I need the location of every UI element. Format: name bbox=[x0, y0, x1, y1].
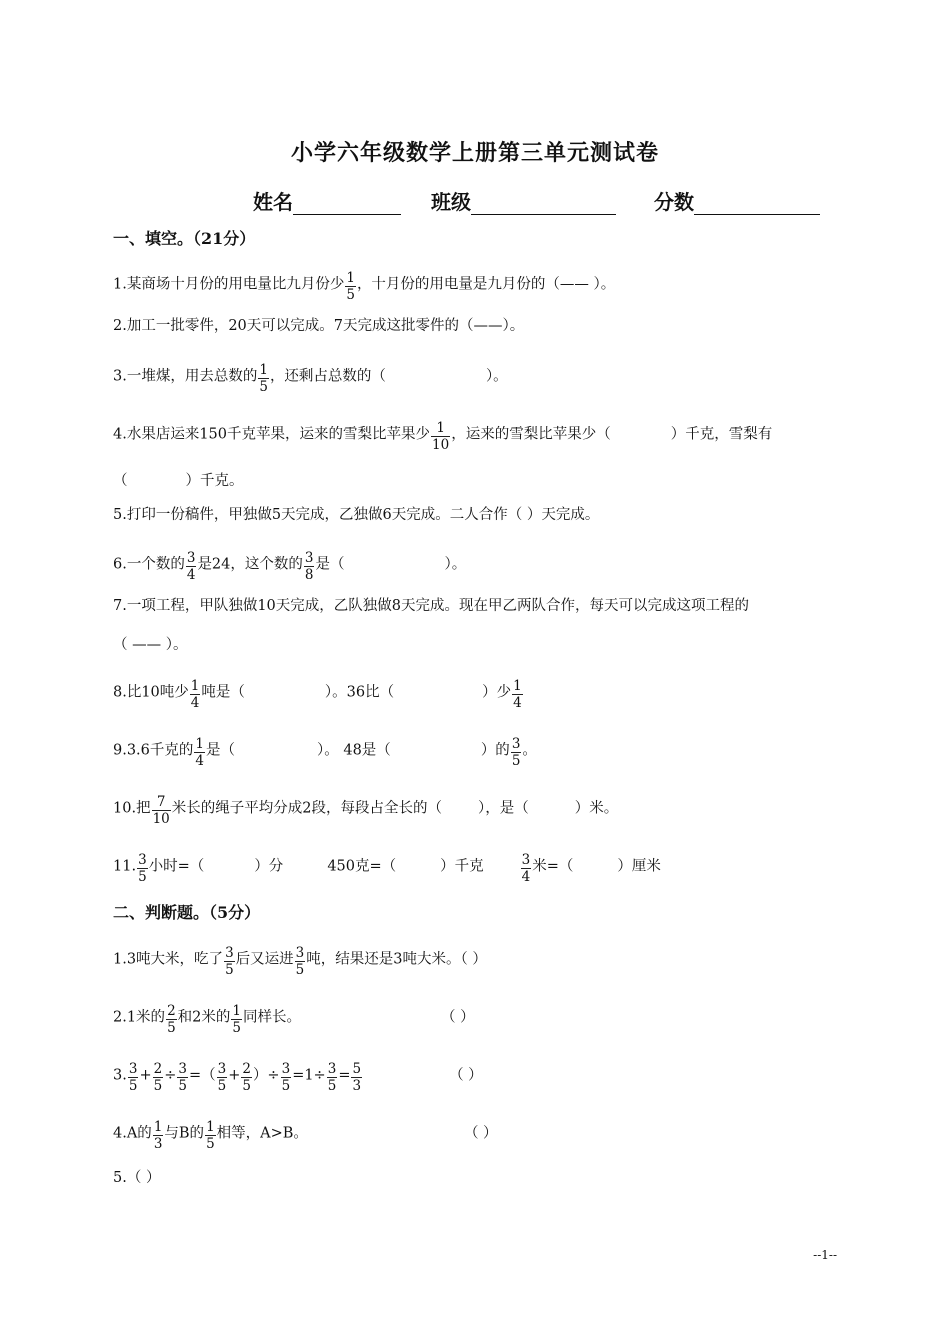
fraction bbox=[281, 1061, 292, 1094]
q10-text-4: ）米。 bbox=[574, 800, 619, 817]
denominator: 3 bbox=[153, 1136, 163, 1152]
numerator: 1 bbox=[513, 678, 522, 694]
q11-text-2: 小时=（ bbox=[148, 858, 205, 875]
equals-open: =（ bbox=[188, 1067, 216, 1084]
question-8 bbox=[113, 676, 524, 709]
numerator: 1 bbox=[232, 1003, 241, 1019]
question-11 bbox=[113, 850, 661, 883]
q11-text-4: 450克=（ bbox=[327, 858, 397, 875]
numerator: 5 bbox=[352, 1061, 362, 1077]
class-label: 班级 bbox=[431, 190, 471, 214]
q6-text-3: 是（ bbox=[315, 556, 345, 573]
fraction bbox=[128, 1061, 139, 1094]
page-number: --1-- bbox=[813, 1248, 837, 1262]
equals-one-divide: =1÷ bbox=[292, 1067, 326, 1084]
fraction bbox=[304, 550, 315, 583]
question-7: 7.一项工程，甲队独做10天完成，乙队独做8天完成。现在甲乙两队合作，每天可以完成这项工程的 bbox=[113, 598, 750, 614]
q6-text-4: ）。 bbox=[444, 556, 467, 573]
question-4 bbox=[113, 418, 772, 451]
denominator: 4 bbox=[190, 695, 200, 711]
fraction bbox=[186, 550, 197, 583]
j2-text: 2.1米的 bbox=[113, 1009, 166, 1026]
judge-5: 5.（ ） bbox=[113, 1170, 161, 1186]
fraction bbox=[241, 1061, 252, 1094]
numerator: 1 bbox=[431, 420, 450, 437]
close-divide: ）÷ bbox=[252, 1067, 280, 1084]
fraction bbox=[327, 1061, 338, 1094]
denominator: 5 bbox=[153, 1078, 163, 1094]
numerator: 3 bbox=[281, 1061, 291, 1077]
j1-text: 1.3吨大米，吃了 bbox=[113, 951, 224, 968]
question-3 bbox=[113, 360, 508, 393]
denominator: 4 bbox=[513, 695, 522, 711]
j4-text: 4.A的 bbox=[113, 1125, 152, 1142]
numerator: 1 bbox=[346, 270, 355, 286]
fraction bbox=[345, 270, 356, 303]
fraction bbox=[258, 362, 269, 395]
fraction bbox=[152, 794, 171, 827]
q6-text-2: 是24，这个数的 bbox=[197, 556, 303, 573]
plus-sign: + bbox=[228, 1067, 241, 1084]
denominator: 5 bbox=[138, 869, 147, 885]
q9-text-5: 。 bbox=[522, 742, 537, 759]
j4-answer-brackets[interactable]: （ ） bbox=[463, 1125, 498, 1142]
fraction bbox=[431, 420, 450, 453]
denominator: 5 bbox=[346, 287, 355, 303]
q11-text-6: 米=（ bbox=[532, 858, 574, 875]
q8-text-3: ）。36比（ bbox=[324, 684, 395, 701]
q10-text-2: 米长的绳子平均分成2段，每段占全长的（ bbox=[171, 800, 442, 817]
numerator: 3 bbox=[511, 736, 521, 752]
fraction bbox=[166, 1003, 177, 1036]
question-10 bbox=[113, 792, 618, 825]
q9-text: 9.3.6千克的 bbox=[113, 742, 194, 759]
numerator: 1 bbox=[195, 736, 204, 752]
q11-text-7: ）厘米 bbox=[617, 858, 661, 875]
denominator: 5 bbox=[128, 1078, 138, 1094]
fraction bbox=[224, 945, 235, 978]
q4-text-4: （ bbox=[113, 473, 128, 489]
denominator: 10 bbox=[432, 437, 450, 453]
q11-text-3: ）分 bbox=[254, 858, 284, 875]
fraction bbox=[231, 1003, 242, 1036]
q6-text: 6.一个数的 bbox=[113, 556, 185, 573]
question-5: 5.打印一份稿件，甲独做5天完成，乙独做6天完成。二人合作（ ）天完成。 bbox=[113, 507, 600, 523]
question-9 bbox=[113, 734, 537, 767]
name-label: 姓名 bbox=[253, 190, 293, 214]
numerator: 7 bbox=[152, 794, 171, 811]
denominator: 5 bbox=[327, 1078, 337, 1094]
fraction bbox=[205, 1119, 216, 1152]
divide-sign: ÷ bbox=[164, 1067, 177, 1084]
question-2: 2.加工一批零件，20天可以完成。7天完成这批零件的（——）。 bbox=[113, 318, 525, 334]
q9-text-4: ）的 bbox=[480, 742, 510, 759]
j4-text-2: 与B的 bbox=[164, 1125, 205, 1142]
q4-text-2: ，运来的雪梨比苹果少（ bbox=[451, 426, 611, 443]
denominator: 5 bbox=[206, 1136, 215, 1152]
numerator: 3 bbox=[217, 1061, 227, 1077]
j1-text-2: 后又运进 bbox=[235, 951, 294, 968]
numerator: 3 bbox=[327, 1061, 337, 1077]
question-6 bbox=[113, 548, 466, 581]
denominator: 5 bbox=[225, 962, 234, 978]
denominator: 4 bbox=[521, 869, 531, 885]
fraction bbox=[521, 852, 532, 885]
name-blank[interactable] bbox=[293, 194, 401, 215]
numerator: 3 bbox=[128, 1061, 138, 1077]
denominator: 5 bbox=[217, 1078, 227, 1094]
page-title: 小学六年级数学上册第三单元测试卷 bbox=[290, 140, 659, 166]
denominator: 5 bbox=[259, 379, 268, 395]
q8-text: 8.比10吨少 bbox=[113, 684, 189, 701]
q11-text: 11. bbox=[113, 858, 137, 875]
score-label: 分数 bbox=[654, 190, 694, 214]
fraction bbox=[295, 945, 306, 978]
q8-text-2: 吨是（ bbox=[201, 684, 245, 701]
question-7-continued: （ —— ）。 bbox=[113, 637, 188, 653]
fraction bbox=[351, 1061, 362, 1094]
score-field bbox=[654, 186, 820, 215]
denominator: 10 bbox=[152, 811, 170, 827]
q11-text-5: ）千克 bbox=[440, 858, 484, 875]
numerator: 2 bbox=[167, 1003, 176, 1019]
judge-3 bbox=[113, 1059, 483, 1092]
denominator: 5 bbox=[178, 1078, 187, 1094]
numerator: 3 bbox=[178, 1061, 187, 1077]
judge-2 bbox=[113, 1001, 475, 1034]
numerator: 1 bbox=[190, 678, 200, 694]
numerator: 3 bbox=[186, 550, 196, 566]
q1-text: 1.某商场十月份的用电量比九月份少 bbox=[113, 276, 345, 293]
fraction bbox=[153, 1119, 164, 1152]
fraction bbox=[512, 678, 523, 711]
j3-answer-brackets[interactable]: （ ） bbox=[449, 1067, 483, 1084]
numerator: 3 bbox=[138, 852, 147, 868]
j2-text-3: 同样长。 bbox=[242, 1009, 301, 1026]
fraction bbox=[194, 736, 205, 769]
denominator: 5 bbox=[281, 1078, 291, 1094]
fraction bbox=[217, 1061, 228, 1094]
q4-text-5: ）千克。 bbox=[185, 473, 244, 489]
numerator: 2 bbox=[242, 1061, 251, 1077]
q9-text-2: 是（ bbox=[206, 742, 235, 759]
question-1 bbox=[113, 268, 615, 301]
fraction bbox=[137, 852, 148, 885]
denominator: 5 bbox=[167, 1020, 176, 1036]
fraction bbox=[190, 678, 201, 711]
fraction bbox=[153, 1061, 164, 1094]
numerator: 2 bbox=[153, 1061, 163, 1077]
j4-text-3: 相等，A>B。 bbox=[216, 1125, 308, 1142]
q1-text-2: ，十月份的用电量是九月份的（—— ）。 bbox=[356, 276, 616, 293]
q10-text: 10.把 bbox=[113, 800, 151, 817]
numerator: 3 bbox=[295, 945, 305, 961]
denominator: 5 bbox=[242, 1078, 251, 1094]
class-field bbox=[431, 186, 616, 215]
denominator: 4 bbox=[195, 753, 204, 769]
q8-text-4: ）少 bbox=[482, 684, 512, 701]
q3-text: 3.一堆煤，用去总数的 bbox=[113, 368, 258, 385]
j2-text-2: 和2米的 bbox=[177, 1009, 231, 1026]
numerator: 1 bbox=[259, 362, 268, 378]
j1-text-3: 吨，结果还是3吨大米。（ ） bbox=[306, 951, 487, 968]
name-field bbox=[253, 186, 401, 215]
plus-sign: + bbox=[139, 1067, 152, 1084]
question-4-continued bbox=[113, 471, 244, 491]
numerator: 3 bbox=[225, 945, 234, 961]
judge-1 bbox=[113, 943, 487, 976]
score-blank[interactable] bbox=[694, 194, 820, 215]
section-heading-fill-in: 一、填空。（21分） bbox=[113, 229, 256, 248]
q4-text: 4.水果店运来150千克苹果，运来的雪梨比苹果少 bbox=[113, 426, 431, 443]
q10-text-3: ），是（ bbox=[477, 800, 529, 817]
q4-text-3: ）千克，雪梨有 bbox=[670, 426, 773, 443]
j2-answer-brackets[interactable]: （ ） bbox=[440, 1009, 475, 1026]
section-heading-true-false: 二、判断题。（5分） bbox=[113, 903, 261, 922]
numerator: 1 bbox=[206, 1119, 215, 1135]
fraction bbox=[511, 736, 522, 769]
denominator: 8 bbox=[304, 567, 314, 583]
q3-text-2: ，还剩占总数的（ bbox=[269, 368, 386, 385]
denominator: 4 bbox=[186, 567, 196, 583]
q9-text-3: ）。 48是（ bbox=[317, 742, 391, 759]
denominator: 5 bbox=[511, 753, 521, 769]
j3-text: 3. bbox=[113, 1067, 127, 1084]
numerator: 3 bbox=[521, 852, 531, 868]
fraction bbox=[177, 1061, 188, 1094]
denominator: 5 bbox=[232, 1020, 241, 1036]
class-blank[interactable] bbox=[471, 194, 616, 215]
denominator: 5 bbox=[295, 962, 305, 978]
denominator: 3 bbox=[352, 1078, 362, 1094]
q3-text-3: ）。 bbox=[485, 368, 508, 385]
judge-4 bbox=[113, 1117, 498, 1150]
equals-sign: = bbox=[338, 1067, 351, 1084]
numerator: 3 bbox=[304, 550, 314, 566]
numerator: 1 bbox=[153, 1119, 163, 1135]
